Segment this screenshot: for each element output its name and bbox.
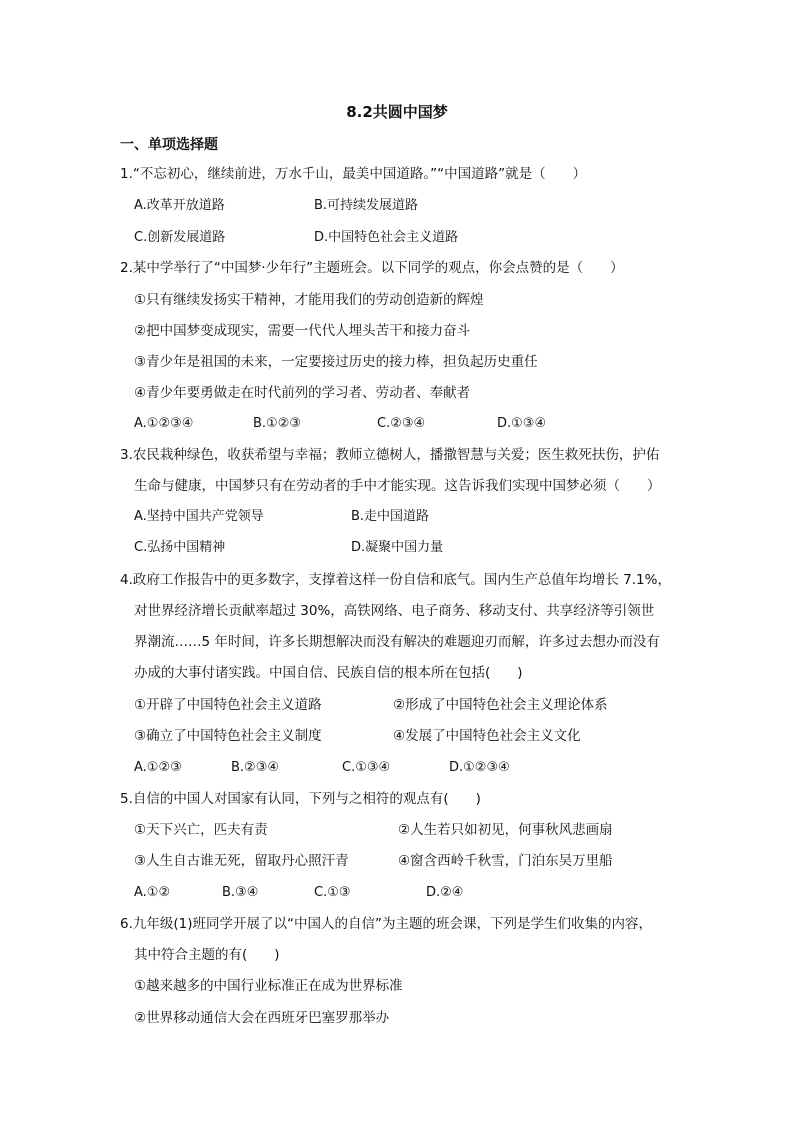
q2-option-b: B.①②③ — [253, 416, 302, 431]
q6-statement-2: ②世界移动通信大会在西班牙巴塞罗那举办 — [134, 1010, 390, 1026]
page-title: 8.2共圆中国梦 — [346, 103, 448, 121]
section-heading: 一、单项选择题 — [120, 137, 218, 153]
q1-option-d: D.中国特色社会主义道路 — [314, 230, 459, 245]
q1-option-c: C.创新发展道路 — [134, 230, 226, 245]
q2-option-c: C.②③④ — [377, 416, 426, 431]
q4-statement-2: ②形成了中国特色社会主义理论体系 — [393, 697, 608, 713]
q4-option-a: A.①②③ — [134, 760, 182, 775]
q4-statement-1: ①开辟了中国特色社会主义道路 — [134, 697, 322, 713]
q4-stem-line-4: 办成的大事付诸实践。中国自信、民族自信的根本所在包括( ) — [134, 665, 523, 681]
q5-statement-2: ②人生若只如初见，何事秋风悲画扇 — [398, 822, 613, 838]
q2-statement-4: ④青少年要勇做走在时代前列的学习者、劳动者、奉献者 — [134, 385, 471, 401]
q4-option-c: C.①③④ — [342, 760, 391, 775]
q3-option-c: C.弘扬中国精神 — [134, 540, 226, 555]
q1-option-a: A.改革开放道路 — [134, 198, 225, 213]
q1-option-b: B.可持续发展道路 — [314, 198, 419, 213]
q4-option-b: B.②③④ — [231, 760, 280, 775]
q2-option-a: A.①②③④ — [134, 416, 194, 431]
q3-option-b: B.走中国道路 — [351, 509, 430, 524]
q5-option-b: B.③④ — [222, 885, 259, 900]
q2-statement-1: ①只有继续发扬实干精神，才能用我们的劳动创造新的辉煌 — [134, 292, 484, 308]
q4-stem-line-1: 4.政府工作报告中的更多数字，支撑着这样一份自信和底气。国内生产总值年均增长 7.1%， — [120, 572, 671, 588]
q4-option-d: D.①②③④ — [449, 760, 510, 775]
q6-stem-line-2: 其中符合主题的有( ) — [134, 947, 280, 963]
q5-option-c: C.①③ — [314, 885, 351, 900]
q6-statement-1: ①越来越多的中国行业标准正在成为世界标准 — [134, 978, 403, 994]
q6-stem-line-1: 6.九年级(1)班同学开展了以“中国人的自信”为主题的班会课，下列是学生们收集的内容， — [120, 916, 652, 932]
q1-stem: 1.“不忘初心，继续前进，万水千山，最美中国道路。”“中国道路”就是（ ） — [120, 166, 587, 182]
q2-stem: 2.某中学举行了“中国梦·少年行”主题班会。以下同学的观点，你会点赞的是（ ） — [120, 260, 624, 276]
q3-stem-line-1: 3.农民栽种绿色，收获希望与幸福；教师立德树人，播撒智慧与关爱；医生救死扶伤，护佑 — [120, 447, 660, 463]
q3-stem-line-2: 生命与健康，中国梦只有在劳动者的手中才能实现。这告诉我们实现中国梦必须（ ） — [134, 478, 661, 494]
q2-statement-3: ③青少年是祖国的未来，一定要接过历史的接力棒，担负起历史重任 — [134, 354, 538, 370]
q3-option-d: D.凝聚中国力量 — [351, 540, 444, 555]
q5-option-a: A.①② — [134, 885, 171, 900]
q4-stem-line-3: 界潮流……5 年时间，许多长期想解决而没有解决的难题迎刃而解，许多过去想办而没有 — [134, 634, 660, 650]
q2-statement-2: ②把中国梦变成现实，需要一代代人埋头苦干和接力奋斗 — [134, 323, 471, 339]
q4-stem-line-2: 对世界经济增长贡献率超过 30%，高铁网络、电子商务、移动支付、共享经济等引领世 — [134, 603, 655, 619]
q4-statement-4: ④发展了中国特色社会主义文化 — [393, 728, 581, 744]
q3-option-a: A.坚持中国共产党领导 — [134, 509, 264, 524]
q5-option-d: D.②④ — [426, 885, 464, 900]
q4-statement-3: ③确立了中国特色社会主义制度 — [134, 728, 322, 744]
q5-statement-4: ④窗含西岭千秋雪，门泊东吴万里船 — [398, 853, 613, 869]
q5-stem: 5.自信的中国人对国家有认同，下列与之相符的观点有( ) — [120, 791, 481, 807]
q5-statement-3: ③人生自古谁无死，留取丹心照汗青 — [134, 853, 349, 869]
q2-option-d: D.①③④ — [497, 416, 547, 431]
q5-statement-1: ①天下兴亡，匹夫有责 — [134, 822, 268, 838]
